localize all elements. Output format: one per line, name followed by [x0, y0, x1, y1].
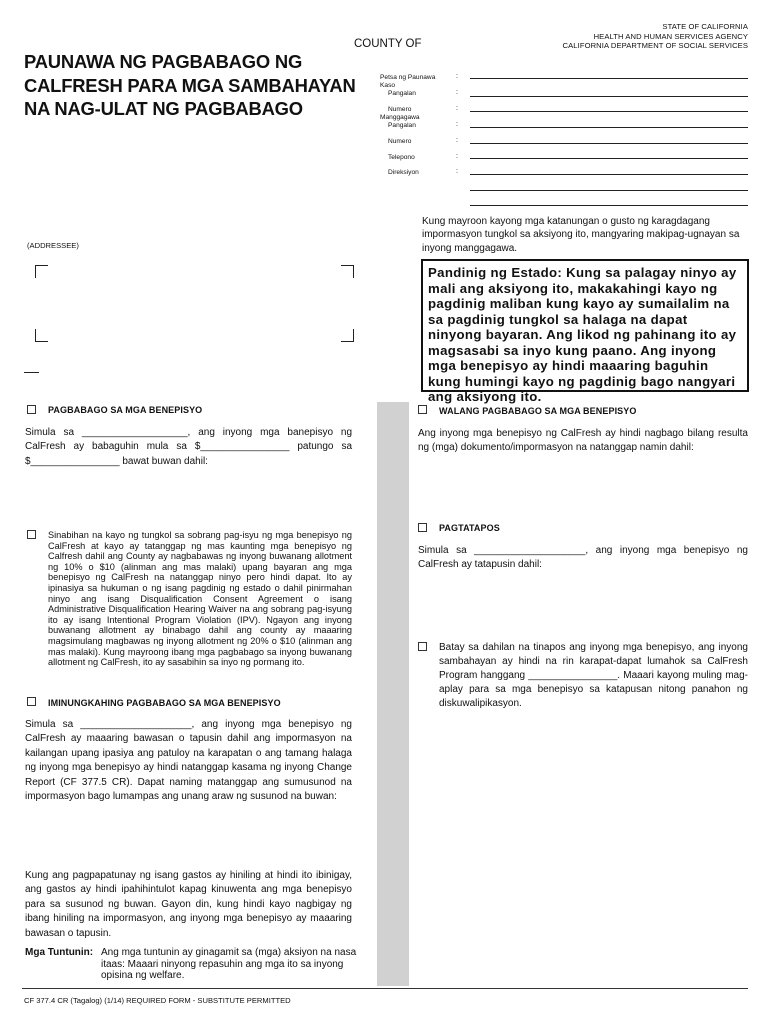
no-change-text: Ang inyong mga benepisyo ng CalFresh ay hindi nagbago bilang resulta ng (mga) dokumento/impormasyon na natanggap namin dahil:	[418, 428, 748, 454]
field-line-worker-name[interactable]	[470, 127, 748, 128]
fold-mark	[24, 372, 39, 373]
disqualification-text: Batay sa dahilan na tinapos ang inyong mga benepisyo, ang inyong sambahayan ay hindi na rin karapat-dapat lumahok sa CalFresh Program hanggang ________________. Maaari kayong muling mag-aplay para sa mga benepisyo sa katapusan nitong panahon ng diskuwalipikasyon.	[439, 642, 748, 709]
proposed-change-text: Simula sa ____________________, ang inyong mga benepisyo ng CalFresh ay maaaring bawasan o tapusin dahil ang impormasyon na kailangan upang ipasiya ang patuloy na karapatan o ang tamang halaga ng inyong mga benepisyo ay hindi natanggap kasama ng inyong Change Report (CF 377.5 CR). Dapat naming matanggap ang sumusunod na impormasyon bago lumampas ang unang araw ng susunod na buwan:	[25, 719, 352, 803]
agency-cdss: CALIFORNIA DEPARTMENT OF SOCIAL SERVICES	[562, 41, 748, 51]
field-line-address-1[interactable]	[470, 174, 748, 175]
field-label-manggagawa: Manggagawa	[380, 114, 420, 121]
rules-label: Mga Tuntunin:	[25, 947, 94, 958]
checkbox-overissuance[interactable]	[27, 530, 36, 539]
field-label-petsa: Petsa ng Paunawa	[380, 74, 436, 81]
rules-block	[25, 947, 360, 982]
agency-state: STATE OF CALIFORNIA	[662, 22, 748, 31]
verification-text: Kung ang pagpapatunay ng isang gastos ay hiniling at hindi ito ibinigay, ang gastos ay hindi ipahihintulot kapag kinuwenta ang mga benepisyo para sa susunod ng buwan. Gayon din, kung hindi kayo nagbigay ng ibang hiniling na impormasyon, ang inyong mga benepisyo ay maaaring bawasan o tapusin.	[25, 870, 352, 939]
field-line-address-3[interactable]	[470, 205, 748, 206]
title-line-3: NA NAG-ULAT NG PAGBABAGO	[24, 98, 303, 119]
field-label-direksiyon: Direksiyon	[388, 169, 419, 176]
addressee-label: (ADDRESSEE)	[27, 241, 79, 250]
form-footer: CF 377.4 CR (Tagalog) (1/14) REQUIRED FORM - SUBSTITUTE PERMITTED	[24, 996, 291, 1005]
checkbox-proposed-change[interactable]	[27, 697, 36, 706]
state-hearing-box	[421, 259, 749, 404]
section-heading-proposed: IMINUNGKAHING PAGBABAGO SA MGA BENEPISYO	[48, 698, 281, 708]
contact-text: Kung mayroon kayong mga katanungan o gusto ng karagdagang impormasyon tungkol sa aksiyong ito, mangyaring makipag-ugnayan sa inyong manggagawa.	[422, 216, 740, 254]
field-colon: :	[456, 89, 458, 96]
field-colon: :	[456, 121, 458, 128]
page-title	[24, 50, 364, 121]
section-heading-termination: PAGTATAPOS	[439, 523, 500, 533]
field-colon: :	[456, 105, 458, 112]
field-label-numero-2: Numero	[388, 138, 412, 145]
field-label-pangalan-2: Pangalan	[388, 122, 416, 129]
field-label-numero-1: Numero	[388, 106, 412, 113]
field-line-telephone[interactable]	[470, 158, 748, 159]
checkbox-disqualification[interactable]	[418, 642, 427, 651]
field-label-kaso: Kaso	[380, 82, 396, 89]
field-colon: :	[456, 168, 458, 175]
title-line-1: PAUNAWA NG PAGBABAGO NG	[24, 51, 303, 72]
field-line-worker-number[interactable]	[470, 143, 748, 144]
field-line-petsa[interactable]	[470, 78, 748, 79]
section-heading-no-change: WALANG PAGBABAGO SA MGA BENEPISYO	[439, 406, 637, 416]
title-line-2: CALFRESH PARA MGA SAMBAHAYAN	[24, 74, 356, 96]
agency-hhs: HEALTH AND HUMAN SERVICES AGENCY	[593, 31, 748, 41]
termination-text: Simula sa ____________________, ang inyong mga benepisyo ng CalFresh ay tatapusin dahil:	[418, 545, 748, 571]
field-line-case-number[interactable]	[470, 111, 748, 112]
field-line-address-2[interactable]	[470, 190, 748, 191]
change-benefits-text: Simula sa ___________________, ang inyong mga banepisyo ng CalFresh ay babaguhin mula sa $________________ patungo sa $________________ bawat buwan dahil:	[25, 427, 352, 467]
address-window-corner	[341, 329, 354, 342]
field-colon: :	[456, 153, 458, 160]
agency-header	[563, 22, 748, 51]
field-colon: :	[456, 73, 458, 80]
address-window-corner	[35, 329, 48, 342]
field-line-case-name[interactable]	[470, 96, 748, 97]
field-label-telepono: Telepono	[388, 154, 415, 161]
county-label: COUNTY OF	[354, 38, 422, 50]
overissuance-text: Sinabihan na kayo ng tungkol sa sobrang pag-isyu ng mga benepisyo ng CalFresh at kayo ay tatanggap ng mas kaunting mga benepisyo ng Calfresh dahil ang County ay nagbabawas ng inyong buwanang allotment ng 10% o $10 (alinman ang mas malaki) upang bayaran ang mga benepisyo ng CalFresh na natanggap ninyo pero hindi dapat. Ito ay ipinasiya sa hukuman o ng isang pagdinig ng estado o dahil pinirmahan ninyo ang isang Disqualification Consent Agreement o isang Administrative Disqualification Hearing Waiver na ang sobrang pag-isyung ito ay isang Intentional Program Violation (IPV). Ngayon ang inyong buwanang allotment ay binabago dahil ang county ay maaaring magsimulang magbawas ng inyong allotment ng 20% o $10 (alinman ang mas malaki). Kung mayroong ibang mga pagbabago sa inyong buwanang allotment ng CalFresh, ito ay sasabihin sa inyo ng pormang ito.	[48, 530, 352, 668]
section-heading-change: PAGBABAGO SA MGA BENEPISYO	[48, 405, 203, 415]
checkbox-termination[interactable]	[418, 523, 427, 532]
checkbox-no-change[interactable]	[418, 405, 427, 414]
checkbox-change-benefits[interactable]	[27, 405, 36, 414]
rules-text: Ang mga tuntunin ay ginagamit sa (mga) aksiyon na nasa itaas: Maaari ninyong repasuhin ang mga ito sa inyong opisina ng welfare.	[101, 947, 357, 981]
field-label-pangalan-1: Pangalan	[388, 90, 416, 97]
address-window-corner	[341, 265, 354, 278]
field-colon: :	[456, 137, 458, 144]
state-hearing-text: Pandinig ng Estado: Kung sa palagay ninyo ay mali ang aksiyong ito, makakahingi kayo ng pagdinig maliban kung kayo ay sumailalim na sa pagdinig tungkol sa halaga na dapat ninyong bayaran. Ang likod ng pahinang ito ay magsasabi sa inyo kung paano. Ang inyong mga benepisyo ay hindi maaaring baguhin kung humingi kayo ng pagdinig bago nangyari ang aksiyong ito.	[428, 265, 737, 404]
address-window-corner	[35, 265, 48, 278]
column-divider	[377, 402, 409, 986]
footer-rule	[22, 988, 748, 989]
